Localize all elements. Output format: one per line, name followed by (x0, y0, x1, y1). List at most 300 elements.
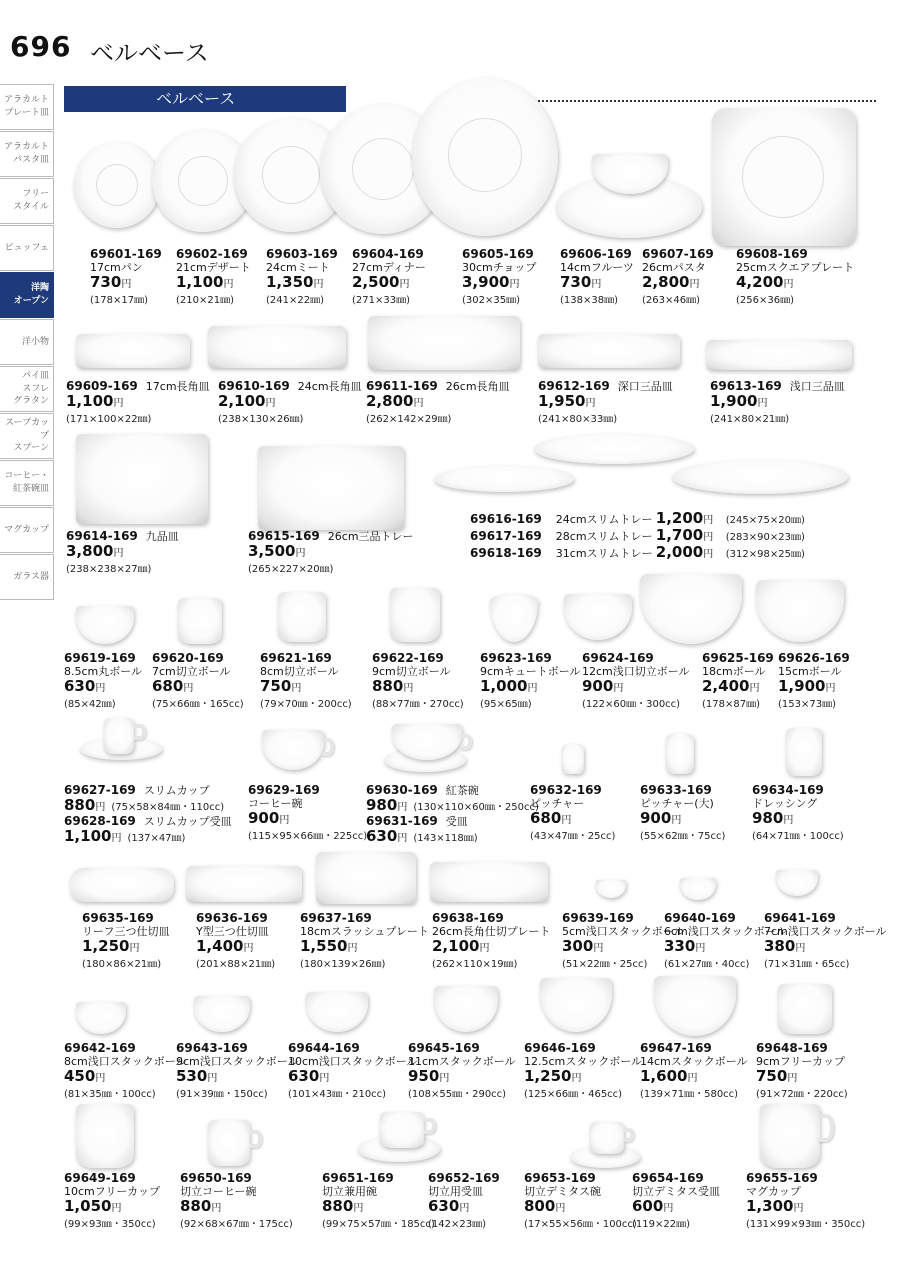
free-cup-9-image (778, 984, 832, 1034)
product-code: 69634-169 (752, 783, 824, 797)
product-price (66, 542, 123, 560)
yen-unit: 円 (403, 683, 414, 694)
product-price (530, 809, 571, 827)
product-size: (138×38㎜) (560, 295, 618, 306)
yen-unit: 円 (211, 1203, 222, 1214)
sidebar-tab[interactable]: アラカルト パスタ皿 (0, 131, 54, 177)
product-size: (99×93㎜・350cc) (64, 1219, 156, 1230)
product-name: 26cmパスタ (642, 261, 706, 274)
price-value: 750 (260, 677, 292, 695)
product-code: 69623-169 (480, 651, 552, 665)
slim-tray-31-image (672, 460, 848, 494)
product-code: 69609-169 (66, 379, 138, 393)
product-name: 26cm三品トレー (327, 530, 414, 543)
product-code: 69645-169 (408, 1041, 480, 1055)
rect-dish-26cm-image (368, 316, 520, 370)
yen-unit: 円 (265, 398, 276, 409)
price-value: 730 (90, 273, 122, 291)
product-code: 69615-169 (248, 529, 320, 543)
yen-unit: 円 (749, 683, 760, 694)
yen-unit: 円 (313, 279, 324, 290)
sidebar-tab[interactable]: マグカップ (0, 507, 54, 553)
plate-30cm-image (412, 78, 558, 236)
yen-unit: 円 (399, 279, 410, 290)
product-name: 26cm長角仕切プレート (432, 925, 551, 938)
price-value: 630 (64, 677, 96, 695)
stack-bowl-8-image (76, 1002, 126, 1034)
price-value: 3,800 (66, 542, 114, 560)
price-value: 1,700 (655, 526, 704, 544)
product-size: (238×130×26㎜) (218, 414, 304, 425)
product-code: 69632-169 (530, 783, 602, 797)
product-code: 69636-169 (196, 911, 268, 925)
product-price (248, 542, 305, 560)
product-size: (180×139×26㎜) (300, 959, 386, 970)
deep-three-dish-image (538, 334, 680, 368)
product-price (366, 796, 407, 814)
yen-unit: 円 (413, 398, 424, 409)
product-name: 切立デミタス碗 (524, 1185, 601, 1198)
straight-coffee-cup-image (208, 1120, 250, 1166)
yen-unit: 円 (555, 1203, 566, 1214)
product-code: 69629-169 (248, 783, 320, 797)
yen-unit: 円 (687, 1073, 698, 1084)
product-name: 10cm浅口スタックボール (288, 1055, 418, 1068)
product-size: (137×47㎜) (127, 833, 186, 844)
product-label (82, 912, 169, 971)
price-value: 630 (428, 1197, 460, 1215)
product-name: 24cmスリムトレー (555, 513, 653, 526)
product-label (300, 912, 429, 971)
yen-unit: 円 (757, 398, 768, 409)
product-label (288, 1042, 418, 1101)
price-value: 1,250 (82, 937, 130, 955)
product-name: ピッチャー(大) (640, 797, 714, 810)
three-tray-image (258, 446, 404, 530)
price-value: 630 (366, 827, 398, 845)
product-size: (115×95×66㎜・225cc) (248, 831, 368, 842)
coffee-cup-image (262, 730, 324, 770)
product-code: 69640-169 (664, 911, 736, 925)
y-dish-image (186, 866, 302, 902)
product-name: 31cmスリムトレー (555, 547, 653, 560)
divided-plate-image (430, 862, 548, 902)
product-price (90, 273, 131, 291)
product-size: (210×21㎜) (176, 295, 234, 306)
product-label (260, 652, 352, 711)
product-code: 69637-169 (300, 911, 372, 925)
tall-bowl-8-image (278, 592, 326, 642)
product-name: 18cmボール (702, 665, 766, 678)
product-code: 69612-169 (538, 379, 610, 393)
product-size: (95×65㎜) (480, 699, 532, 710)
product-name: 紅茶碗 (445, 784, 479, 797)
product-code: 69619-169 (64, 651, 136, 665)
product-size: (178×17㎜) (90, 295, 148, 306)
yen-unit: 円 (783, 815, 794, 826)
price-value: 450 (64, 1067, 96, 1085)
product-code: 69617-169 (470, 529, 542, 543)
product-label (64, 784, 224, 816)
product-code: 69646-169 (524, 1041, 596, 1055)
tall-bowl-9-image (390, 588, 440, 642)
product-code: 69647-169 (640, 1041, 712, 1055)
round-bowl-image (76, 606, 134, 644)
product-label (64, 1042, 187, 1101)
product-label (196, 912, 275, 971)
product-name: 28cmスリムトレー (555, 530, 653, 543)
product-name: 9cm切立ボール (372, 665, 451, 678)
free-cup-10-image (76, 1104, 134, 1168)
stack-bowl-6-image (680, 878, 716, 900)
product-price (64, 1197, 121, 1215)
sidebar-tab[interactable]: コーヒー・ 紅茶碗皿 (0, 460, 54, 506)
product-label (560, 248, 634, 307)
product-price (248, 809, 289, 827)
product-price (366, 827, 407, 845)
yen-unit: 円 (397, 833, 408, 844)
product-code: 69650-169 (180, 1171, 252, 1185)
product-size: (312×98×25㎜) (725, 549, 805, 560)
price-value: 880 (322, 1197, 354, 1215)
product-size: (43×47㎜・25cc) (530, 831, 616, 842)
product-code: 69655-169 (746, 1171, 818, 1185)
product-name: ピッチャー (530, 797, 585, 810)
price-value: 1,550 (300, 937, 348, 955)
product-name: 切立デミタス受皿 (632, 1185, 720, 1198)
sidebar-tab[interactable]: スープカップ スプーン (0, 413, 54, 459)
demitasse-cup-image (590, 1122, 624, 1154)
straight-cup-image (380, 1112, 424, 1148)
category-tabs (0, 84, 54, 601)
product-price (480, 677, 537, 695)
sidebar-tab[interactable]: パイ皿 スフレ グラタン (0, 366, 54, 412)
yen-unit: 円 (509, 279, 520, 290)
stack-bowl-9-image (194, 996, 250, 1032)
product-name: 6cm浅口スタックボール (664, 925, 787, 938)
product-size: (143×118㎜) (413, 833, 478, 844)
product-label (64, 1172, 160, 1231)
product-name: 9cmキュートボール (480, 665, 581, 678)
product-size: (64×71㎜・100cc) (752, 831, 844, 842)
cute-bowl-image (490, 594, 538, 642)
product-label (248, 530, 418, 576)
product-label (778, 652, 850, 711)
product-size: (71×31㎜・65cc) (764, 959, 850, 970)
product-code: 69652-169 (428, 1171, 500, 1185)
yen-unit: 円 (613, 683, 624, 694)
price-value: 1,400 (196, 937, 244, 955)
product-code: 69633-169 (640, 783, 712, 797)
product-price (710, 392, 767, 410)
product-price (82, 937, 139, 955)
price-value: 750 (756, 1067, 788, 1085)
product-size: (180×86×21㎜) (82, 959, 162, 970)
yen-unit: 円 (111, 833, 122, 844)
yen-unit: 円 (111, 1203, 122, 1214)
product-size: (178×87㎜) (702, 699, 760, 710)
price-value: 880 (64, 796, 96, 814)
dotted-divider (538, 100, 876, 102)
product-price (288, 1067, 329, 1085)
product-price (260, 677, 301, 695)
product-price (64, 677, 105, 695)
product-size: (108×55㎜・290cc) (408, 1089, 507, 1100)
product-size: (302×35㎜) (462, 295, 520, 306)
product-label (480, 652, 581, 711)
stack-bowl-14-image (654, 976, 736, 1036)
product-label (582, 652, 690, 711)
product-label (372, 652, 464, 711)
price-value: 330 (664, 937, 696, 955)
product-code: 69635-169 (82, 911, 154, 925)
product-price (352, 273, 409, 291)
price-value: 880 (372, 677, 404, 695)
product-size: (271×33㎜) (352, 295, 410, 306)
yen-unit: 円 (183, 683, 194, 694)
product-name: スリムカップ受皿 (143, 815, 232, 828)
product-size: (245×75×20㎜) (725, 515, 805, 526)
product-size: (91×39㎜・150cc) (176, 1089, 268, 1100)
sidebar-tab[interactable]: 洋陶 オープン (0, 272, 54, 318)
product-code: 69654-169 (632, 1171, 704, 1185)
price-value: 600 (632, 1197, 664, 1215)
product-name: ドレッシング (752, 797, 818, 810)
yen-unit: 円 (439, 1073, 450, 1084)
sidebar-tab[interactable]: フリー スタイル (0, 178, 54, 224)
price-value: 900 (582, 677, 614, 695)
tea-cup-handle-icon (460, 734, 472, 750)
product-name: 9cm浅口スタックボール (176, 1055, 299, 1068)
product-label (640, 1042, 748, 1101)
sidebar-tab[interactable]: ガラス器 (0, 554, 54, 600)
product-price (582, 677, 623, 695)
product-code: 69611-169 (366, 379, 438, 393)
product-price (562, 937, 603, 955)
price-value: 630 (288, 1067, 320, 1085)
product-label (462, 248, 536, 307)
product-label (428, 1172, 500, 1231)
product-label (432, 912, 550, 971)
product-name: 24cm長角皿 (297, 380, 362, 393)
product-code: 69626-169 (778, 651, 850, 665)
product-price (428, 1197, 469, 1215)
sidebar-tab[interactable]: 洋小物 (0, 319, 54, 365)
product-price (524, 1067, 581, 1085)
price-value: 680 (530, 809, 562, 827)
product-code: 69604-169 (352, 247, 424, 261)
product-code: 69618-169 (470, 546, 542, 560)
product-name: 7cm切立ボール (152, 665, 231, 678)
product-price (746, 1197, 803, 1215)
product-label (218, 380, 366, 426)
product-name: 8.5cm丸ボール (64, 665, 143, 678)
product-size: (139×71㎜・580cc) (640, 1089, 739, 1100)
product-name: 切立用受皿 (428, 1185, 483, 1198)
product-price (64, 1067, 105, 1085)
yen-unit: 円 (793, 1203, 804, 1214)
yen-unit: 円 (527, 683, 538, 694)
yen-unit: 円 (291, 683, 302, 694)
product-price (300, 937, 357, 955)
shallow-bowl-12-image (564, 594, 632, 640)
product-code: 69603-169 (266, 247, 338, 261)
price-value: 1,100 (66, 392, 114, 410)
stack-bowl-12-image (540, 978, 612, 1032)
product-name: コーヒー碗 (248, 797, 303, 810)
product-size: (238×238×27㎜) (66, 564, 152, 575)
product-size: (88×77㎜・270cc) (372, 699, 464, 710)
product-price (702, 677, 759, 695)
product-label (366, 815, 478, 847)
yen-unit: 円 (561, 815, 572, 826)
price-value: 2,000 (655, 543, 704, 561)
product-label (176, 248, 251, 307)
product-code: 69622-169 (372, 651, 444, 665)
yen-unit: 円 (113, 398, 124, 409)
product-size: (262×110×19㎜) (432, 959, 518, 970)
product-price (196, 937, 253, 955)
price-value: 950 (408, 1067, 440, 1085)
product-label (322, 1172, 435, 1231)
price-value: 1,950 (538, 392, 586, 410)
slim-cup-image (104, 718, 134, 754)
sidebar-tab[interactable]: ビュッフェ (0, 225, 54, 271)
product-size: (130×110×60㎜・250cc) (413, 802, 539, 813)
yen-unit: 円 (795, 943, 806, 954)
product-code: 69602-169 (176, 247, 248, 261)
product-name: 九品皿 (145, 530, 179, 543)
price-value: 300 (562, 937, 594, 955)
product-code: 69642-169 (64, 1041, 136, 1055)
product-size: (119×22㎜) (632, 1219, 690, 1230)
product-size: (131×99×93㎜・350cc) (746, 1219, 866, 1230)
stack-bowl-10-image (306, 992, 368, 1032)
product-code: 69608-169 (736, 247, 808, 261)
product-code: 69607-169 (642, 247, 714, 261)
product-price (752, 809, 793, 827)
slash-plate-image (316, 852, 416, 904)
product-name: 8cm浅口スタックボール (64, 1055, 187, 1068)
square-plate-image (712, 108, 856, 246)
product-code: 69616-169 (470, 512, 542, 526)
product-name: スリムカップ (143, 784, 210, 797)
price-value: 1,000 (480, 677, 528, 695)
yen-unit: 円 (593, 943, 604, 954)
product-code: 69624-169 (582, 651, 654, 665)
product-label (266, 248, 338, 307)
price-value: 1,100 (64, 827, 112, 845)
product-label (710, 380, 849, 426)
price-value: 980 (752, 809, 784, 827)
yen-unit: 円 (295, 548, 306, 559)
product-name: 10cmフリーカップ (64, 1185, 160, 1198)
product-code: 69610-169 (218, 379, 290, 393)
product-code: 69644-169 (288, 1041, 360, 1055)
dressing-image (786, 728, 822, 776)
product-size: (262×142×29㎜) (366, 414, 452, 425)
product-code: 69613-169 (710, 379, 782, 393)
product-price (640, 1067, 697, 1085)
yen-unit: 円 (663, 1203, 674, 1214)
product-label (530, 784, 615, 843)
price-value: 1,900 (710, 392, 758, 410)
product-price (560, 273, 601, 291)
product-size: (241×80×33㎜) (538, 414, 618, 425)
product-name: Y型三つ仕切皿 (196, 925, 269, 938)
yen-unit: 円 (571, 1073, 582, 1084)
coffee-cup-handle-icon (322, 738, 334, 756)
yen-unit: 円 (703, 532, 714, 543)
product-code: 69649-169 (64, 1171, 136, 1185)
yen-unit: 円 (129, 943, 140, 954)
product-size: (101×43㎜・210cc) (288, 1089, 387, 1100)
product-label (640, 784, 725, 843)
yen-unit: 円 (703, 549, 714, 560)
yen-unit: 円 (279, 815, 290, 826)
sidebar-tab[interactable]: アラカルト プレート皿 (0, 84, 54, 130)
product-code: 69631-169 (366, 814, 438, 828)
product-price (64, 827, 121, 845)
product-code: 69620-169 (152, 651, 224, 665)
product-label (352, 248, 426, 307)
product-price (756, 1067, 797, 1085)
yen-unit: 円 (95, 683, 106, 694)
yen-unit: 円 (585, 398, 596, 409)
product-code: 69627-169 (64, 783, 136, 797)
product-name: 5cm浅口スタックボール (562, 925, 685, 938)
product-label (524, 1172, 637, 1231)
product-label (64, 652, 142, 711)
price-value: 1,350 (266, 273, 314, 291)
product-price (462, 273, 519, 291)
product-price (538, 392, 595, 410)
yen-unit: 円 (671, 815, 682, 826)
price-value: 2,100 (218, 392, 266, 410)
product-size: (125×66㎜・465cc) (524, 1089, 623, 1100)
yen-unit: 円 (223, 279, 234, 290)
yen-unit: 円 (591, 279, 602, 290)
price-value: 730 (560, 273, 592, 291)
product-size: (122×60㎜・300cc) (582, 699, 681, 710)
yen-unit: 円 (319, 1073, 330, 1084)
product-label (470, 544, 805, 563)
yen-unit: 円 (479, 943, 490, 954)
product-size: (17×55×56㎜・100cc) (524, 1219, 637, 1230)
product-size: (79×70㎜・200cc) (260, 699, 352, 710)
yen-unit: 円 (703, 515, 714, 526)
yen-unit: 円 (207, 1073, 218, 1084)
slim-cup-handle-icon (134, 724, 146, 740)
product-label (366, 380, 514, 426)
yen-unit: 円 (825, 683, 836, 694)
product-size: (99×75×57㎜・185cc) (322, 1219, 435, 1230)
product-code: 69639-169 (562, 911, 634, 925)
product-name: 17cm長角皿 (145, 380, 210, 393)
price-value: 900 (248, 809, 280, 827)
product-price (778, 677, 835, 695)
product-label (632, 1172, 720, 1231)
product-label (66, 530, 183, 576)
product-price (408, 1067, 449, 1085)
pitcher-small-image (562, 744, 584, 774)
product-name: 14cmスタックボール (640, 1055, 748, 1068)
stack-bowl-11-image (434, 986, 498, 1032)
series-banner: ベルベース (64, 86, 346, 112)
product-price (664, 937, 705, 955)
price-value: 880 (180, 1197, 212, 1215)
product-name: リーフ三つ仕切皿 (82, 925, 170, 938)
